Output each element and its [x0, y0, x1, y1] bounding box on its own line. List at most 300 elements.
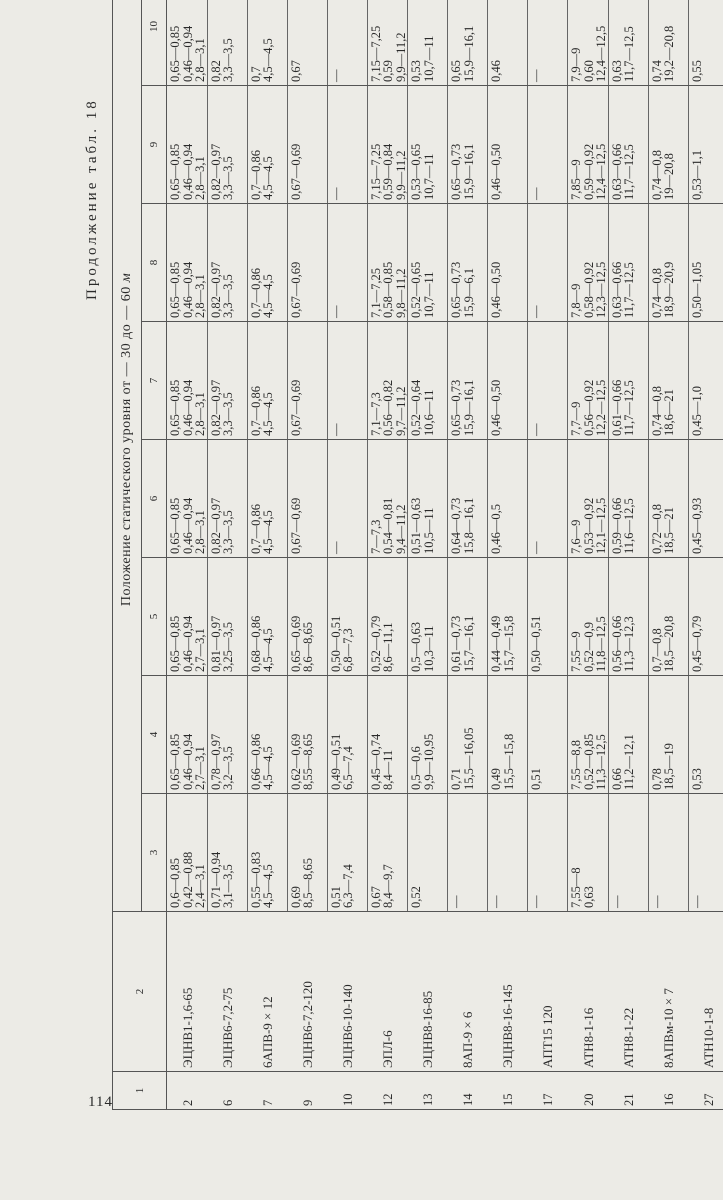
- value-cell: [648, 86, 688, 204]
- value-cell: [207, 440, 247, 558]
- cell-value-line: 12,1—12,5: [594, 497, 608, 554]
- value-cell: [247, 440, 287, 558]
- table-row: [688, 0, 723, 1110]
- value-cell: [408, 676, 448, 794]
- table-body: [167, 0, 723, 1110]
- cell-value-line: —: [489, 895, 503, 908]
- cell-value-line: 0,59—0,66: [609, 497, 624, 554]
- cell-value-line: 0,53—0,65: [409, 143, 423, 200]
- cell-value-line: 0,65—0,85: [168, 379, 182, 436]
- cell-value-line: [302, 89, 315, 200]
- cell-value-line: —: [529, 305, 543, 318]
- cell-value-line: 3,2—3,5: [221, 746, 235, 790]
- cell-value-line: 0,65—0,85: [168, 615, 182, 672]
- cell-value-line: —: [609, 895, 624, 908]
- value-cell: [688, 204, 723, 322]
- column-number-1: 1: [113, 1072, 167, 1110]
- cell-value-line: 7,9—9: [569, 47, 583, 82]
- value-cell: [568, 440, 609, 558]
- cell-value-line: 18,5—19: [662, 743, 676, 790]
- cell-value-line: 0,45—0,93: [689, 497, 704, 554]
- pump-type: 8АП-9 × 6: [448, 912, 488, 1072]
- table-row: [648, 0, 688, 1110]
- cell-value-line: 0,7—0,86: [248, 150, 263, 200]
- row-number: 6: [207, 1072, 247, 1110]
- row-number: 13: [408, 1072, 448, 1110]
- cell-value-line: 8,6—8,65: [301, 622, 315, 672]
- cell-value-line: —: [689, 895, 704, 908]
- value-cell: [648, 0, 688, 86]
- cell-value-line: 8,4—9,7: [381, 864, 395, 908]
- value-cell: [448, 440, 488, 558]
- cell-value-line: 15,5—15,8: [501, 733, 516, 790]
- column-number-2: 2: [113, 912, 167, 1072]
- table-row: [167, 0, 208, 1110]
- cell-value-line: 0,63—0,66: [609, 261, 624, 318]
- table-row: [207, 0, 247, 1110]
- value-cell: [568, 0, 609, 86]
- pump-type: ЭПЛ-6: [367, 912, 408, 1072]
- cell-value-line: 0,5—0,6: [409, 746, 423, 790]
- cell-value-line: 4,5—4,5: [261, 38, 275, 82]
- cell-value-line: 0,52—0,65: [409, 261, 423, 318]
- value-cell: [167, 558, 208, 676]
- cell-value-line: [302, 207, 315, 318]
- cell-value-line: 0,60: [581, 60, 596, 82]
- table-row: [568, 0, 609, 1110]
- cell-value-line: 0,65—0,69: [288, 615, 303, 672]
- row-number: 21: [608, 1072, 648, 1110]
- value-cell: [528, 794, 568, 912]
- cell-value-line: 0,63: [581, 886, 596, 908]
- cell-value-line: 4,5—4,5: [261, 392, 275, 436]
- cell-value-line: 2,8—3,1: [193, 156, 207, 200]
- pump-parameters-table: [112, 0, 723, 1110]
- cell-value-line: 9,7—11,2: [393, 386, 408, 436]
- cell-value-line: 2,7—3,1: [193, 746, 207, 790]
- column-number-7: 7: [142, 322, 167, 440]
- table-row: [247, 0, 287, 1110]
- value-cell: [207, 86, 247, 204]
- value-cell: [327, 86, 367, 204]
- table-row: [528, 0, 568, 1110]
- static-level-header-unit: м: [119, 272, 134, 283]
- table-row: [367, 0, 408, 1110]
- value-cell: [488, 322, 528, 440]
- cell-value-line: 2,8—3,1: [193, 38, 207, 82]
- cell-value-line: 9,4—11,2: [393, 504, 408, 554]
- value-cell: [167, 440, 208, 558]
- cell-value-line: 0,51: [328, 886, 343, 908]
- cell-value-line: 0,66: [609, 768, 624, 790]
- row-number: 2: [167, 1072, 208, 1110]
- value-cell: [528, 86, 568, 204]
- cell-value-line: 18,5—21: [662, 507, 676, 554]
- cell-value-line: 15,9—16,1: [461, 379, 476, 436]
- cell-value-line: 8,6—11,1: [381, 622, 395, 672]
- cell-value-line: 15,9—16,1: [461, 143, 476, 200]
- cell-value-line: 0,46—0,94: [180, 261, 195, 318]
- value-cell: [528, 322, 568, 440]
- cell-value-line: [302, 443, 315, 554]
- cell-value-line: 0,55—0,83: [248, 851, 263, 908]
- cell-value-line: 7,6—9: [569, 519, 583, 554]
- cell-value-line: 4,5—4,5: [261, 510, 275, 554]
- value-cell: [488, 0, 528, 86]
- cell-value-line: 0,53: [409, 60, 423, 82]
- cell-value-line: 7,55—8,8: [569, 740, 583, 790]
- cell-value-line: 11,7—12,5: [622, 262, 636, 318]
- cell-value-line: 0,52—0,85: [581, 733, 596, 790]
- value-cell: [608, 440, 648, 558]
- table-row: [448, 0, 488, 1110]
- cell-value-line: 0,46—0,94: [180, 615, 195, 672]
- cell-value-line: 12,4—12,5: [594, 25, 608, 82]
- value-cell: [327, 322, 367, 440]
- value-cell: [688, 0, 723, 86]
- cell-value-line: 0,46—0,94: [180, 25, 195, 82]
- cell-value-line: 0,7: [248, 66, 263, 82]
- value-cell: [287, 0, 327, 86]
- row-number: 9: [287, 1072, 327, 1110]
- cell-value-line: 0,7—0,86: [248, 504, 263, 554]
- value-cell: [688, 558, 723, 676]
- value-cell: [648, 676, 688, 794]
- cell-value-line: —: [529, 69, 543, 82]
- cell-value-line: 0,50—1,05: [689, 261, 704, 318]
- value-cell: [568, 676, 609, 794]
- static-level-header-text: Положение статического уровня от — 30 до — 60: [119, 286, 134, 607]
- table-row: [327, 0, 367, 1110]
- cell-value-line: 0,50—0,51: [328, 615, 343, 672]
- value-cell: [408, 0, 448, 86]
- cell-value-line: 0,82—0,97: [208, 261, 223, 318]
- cell-value-line: 0,49: [489, 768, 503, 790]
- cell-value-line: —: [328, 305, 343, 318]
- cell-value-line: 0,65—0,85: [168, 497, 182, 554]
- cell-value-line: 0,65—0,73: [449, 261, 463, 318]
- value-cell: [608, 86, 648, 204]
- value-cell: [688, 86, 723, 204]
- column-number-10: 10: [142, 0, 167, 86]
- cell-value-line: 15,7—16,1: [461, 615, 476, 672]
- pump-type: ЭЦНВ8-16-145: [488, 912, 528, 1072]
- cell-value-line: 0,82—0,97: [208, 143, 223, 200]
- cell-value-line: —: [328, 541, 343, 554]
- cell-value-line: —: [649, 895, 664, 908]
- cell-value-line: 0,53—0,92: [581, 497, 596, 554]
- value-cell: [448, 322, 488, 440]
- cell-value-line: 4,5—4,5: [261, 274, 275, 318]
- value-cell: [448, 0, 488, 86]
- cell-value-line: 0,45—1,0: [689, 386, 704, 436]
- cell-value-line: 19—20,8: [662, 153, 676, 200]
- cell-value-line: 0,65: [449, 60, 463, 82]
- value-cell: [247, 558, 287, 676]
- value-cell: [648, 204, 688, 322]
- pump-type: ЭЦНВ6-7,2-75: [207, 912, 247, 1072]
- value-cell: [207, 322, 247, 440]
- value-cell: [167, 86, 208, 204]
- value-cell: [688, 322, 723, 440]
- cell-value-line: 3,3—3,5: [221, 156, 235, 200]
- cell-value-line: 11,2—12,1: [622, 734, 636, 790]
- value-cell: [287, 558, 327, 676]
- cell-value-line: 0,74: [649, 60, 664, 82]
- value-cell: [367, 204, 408, 322]
- pump-type: ЭЦНВ1-1,6-65: [167, 912, 208, 1072]
- value-cell: [568, 86, 609, 204]
- cell-value-line: 0,46: [489, 60, 503, 82]
- cell-value-line: —: [529, 895, 543, 908]
- cell-value-line: 0,65—0,85: [168, 733, 182, 790]
- cell-value-line: 11,6—12,5: [622, 498, 636, 554]
- value-cell: [648, 440, 688, 558]
- pump-type: ЭЦНВ8-16-85: [408, 912, 448, 1072]
- value-cell: [327, 558, 367, 676]
- value-cell: [568, 322, 609, 440]
- value-cell: [568, 794, 609, 912]
- cell-value-line: 7,15—7,25: [368, 25, 383, 82]
- cell-value-line: 0,56—0,66: [609, 615, 624, 672]
- value-cell: [327, 794, 367, 912]
- value-cell: [287, 794, 327, 912]
- pump-type: АТН8-1-22: [608, 912, 648, 1072]
- cell-value-line: 0,71—0,94: [208, 851, 223, 908]
- cell-value-line: 0,46—0,94: [180, 379, 195, 436]
- cell-value-line: 9,9—11,2: [393, 150, 408, 200]
- value-cell: [327, 204, 367, 322]
- cell-value-line: 0,51: [529, 768, 543, 790]
- value-cell: [528, 676, 568, 794]
- cell-value-line: 0,59—0,84: [381, 143, 395, 200]
- cell-value-line: 15,7—15,8: [501, 615, 516, 672]
- cell-value-line: 0,55: [689, 60, 704, 82]
- pump-type: АТН10-1-8: [688, 912, 723, 1072]
- pump-type: АПТ15 120: [528, 912, 568, 1072]
- cell-value-line: 9,9—11,2: [393, 32, 408, 82]
- cell-value-line: 0,7—0,8: [649, 628, 664, 672]
- cell-value-line: 15,9—6,1: [461, 268, 476, 318]
- cell-value-line: 0,50—0,51: [529, 615, 543, 672]
- cell-value-line: 2,8—3,1: [193, 392, 207, 436]
- cell-value-line: 11,7—12,5: [622, 380, 636, 436]
- cell-value-line: 0,63: [609, 60, 624, 82]
- cell-value-line: 9,9—10,95: [421, 733, 436, 790]
- value-cell: [608, 794, 648, 912]
- value-cell: [648, 558, 688, 676]
- pump-type: 6АПВ-9 × 12: [247, 912, 287, 1072]
- cell-value-line: —: [529, 187, 543, 200]
- cell-value-line: 0,58—0,85: [381, 261, 395, 318]
- value-cell: [367, 558, 408, 676]
- value-cell: [327, 676, 367, 794]
- cell-value-line: —: [328, 187, 343, 200]
- column-number-8: 8: [142, 204, 167, 322]
- value-cell: [448, 794, 488, 912]
- value-cell: [408, 322, 448, 440]
- value-cell: [488, 794, 528, 912]
- row-number: 14: [448, 1072, 488, 1110]
- cell-value-line: 0,53: [689, 768, 704, 790]
- value-cell: [528, 0, 568, 86]
- cell-value-line: 0,52—0,9: [581, 622, 596, 672]
- value-cell: [408, 86, 448, 204]
- cell-value-line: 0,69: [288, 886, 303, 908]
- cell-value-line: 12,2—12,5: [594, 379, 608, 436]
- row-number: 17: [528, 1072, 568, 1110]
- cell-value-line: 0,82—0,97: [208, 379, 223, 436]
- cell-value-line: 0,82: [208, 60, 223, 82]
- value-cell: [247, 204, 287, 322]
- table-row: [408, 0, 448, 1110]
- cell-value-line: 0,67: [368, 886, 383, 908]
- cell-value-line: 10,7—11: [421, 35, 436, 82]
- value-cell: [367, 676, 408, 794]
- cell-value-line: 11,8—12,5: [594, 616, 608, 672]
- value-cell: [488, 204, 528, 322]
- value-cell: [247, 794, 287, 912]
- cell-value-line: 7,55—9: [569, 631, 583, 672]
- cell-value-line: 8,55—8,65: [301, 733, 315, 790]
- value-cell: [287, 676, 327, 794]
- cell-value-line: 0,5—0,63: [409, 622, 423, 672]
- value-cell: [167, 204, 208, 322]
- cell-value-line: 0,42—0,88: [180, 851, 195, 908]
- cell-value-line: 7,8—9: [569, 283, 583, 318]
- cell-value-line: 2,4—3,1: [193, 864, 207, 908]
- page-number: 114: [88, 1094, 113, 1110]
- row-number: 10: [327, 1072, 367, 1110]
- value-cell: [488, 86, 528, 204]
- cell-value-line: [302, 325, 315, 436]
- value-cell: [287, 322, 327, 440]
- cell-value-line: —: [529, 541, 543, 554]
- value-cell: [448, 204, 488, 322]
- pump-type: АТН8-1-16: [568, 912, 609, 1072]
- cell-value-line: 0,61—0,66: [609, 379, 624, 436]
- value-cell: [167, 322, 208, 440]
- value-cell: [608, 676, 648, 794]
- value-cell: [488, 440, 528, 558]
- cell-value-line: 0,74—0,8: [649, 268, 664, 318]
- table-row: [488, 0, 528, 1110]
- row-number: 7: [247, 1072, 287, 1110]
- cell-value-line: 8,4—11: [381, 749, 395, 790]
- cell-value-line: 0,67—0,69: [288, 143, 303, 200]
- cell-value-line: —: [328, 423, 343, 436]
- column-number-5: 5: [142, 558, 167, 676]
- pump-type: ЭЦНВ6-10-140: [327, 912, 367, 1072]
- cell-value-line: 0,56—0,82: [381, 379, 395, 436]
- cell-value-line: 0,66—0,86: [248, 733, 263, 790]
- value-cell: [247, 322, 287, 440]
- cell-value-line: 10,7—11: [421, 153, 436, 200]
- cell-value-line: 0,46—0,94: [180, 733, 195, 790]
- cell-value-line: 0,65—0,85: [168, 143, 182, 200]
- value-cell: [528, 204, 568, 322]
- value-cell: [528, 558, 568, 676]
- cell-value-line: 10,5—11: [421, 507, 436, 554]
- cell-value-line: 0,7—0,86: [248, 268, 263, 318]
- value-cell: [247, 0, 287, 86]
- value-cell: [488, 676, 528, 794]
- value-cell: [207, 676, 247, 794]
- cell-value-line: 2,8—3,1: [193, 510, 207, 554]
- cell-value-line: 0,58—0,92: [581, 261, 596, 318]
- cell-value-line: 0,52—0,79: [368, 615, 383, 672]
- row-number: 16: [648, 1072, 688, 1110]
- value-cell: [408, 440, 448, 558]
- value-cell: [367, 794, 408, 912]
- cell-value-line: 0,54—0,81: [381, 497, 395, 554]
- static-level-header: [113, 0, 142, 912]
- value-cell: [608, 558, 648, 676]
- cell-value-line: 0,53—1,1: [689, 150, 704, 200]
- cell-value-line: 3,3—3,5: [221, 392, 235, 436]
- value-cell: [287, 204, 327, 322]
- row-number: 12: [367, 1072, 408, 1110]
- cell-value-line: 2,7—3,1: [193, 628, 207, 672]
- value-cell: [688, 676, 723, 794]
- pump-type: 8АПВм-10 × 7: [648, 912, 688, 1072]
- value-cell: [167, 0, 208, 86]
- cell-value-line: 11,7—12,5: [622, 26, 636, 82]
- cell-value-line: 0,59: [381, 60, 395, 82]
- pump-type: ЭЦНВ6-7,2-120: [287, 912, 327, 1072]
- value-cell: [367, 0, 408, 86]
- value-cell: [327, 440, 367, 558]
- cell-value-line: 12,3—12,5: [594, 261, 608, 318]
- value-cell: [327, 0, 367, 86]
- value-cell: [608, 322, 648, 440]
- cell-value-line: 0,82—0,97: [208, 497, 223, 554]
- cell-value-line: 0,6—0,85: [168, 858, 182, 908]
- value-cell: [608, 204, 648, 322]
- value-cell: [167, 676, 208, 794]
- value-cell: [488, 558, 528, 676]
- cell-value-line: 15,9—16,1: [461, 25, 476, 82]
- cell-value-line: 0,74—0,8: [649, 150, 664, 200]
- value-cell: [408, 204, 448, 322]
- cell-value-line: 2,8—3,1: [193, 274, 207, 318]
- cell-value-line: 0,74—0,8: [649, 386, 664, 436]
- cell-value-line: 18,6—21: [662, 389, 676, 436]
- value-cell: [648, 794, 688, 912]
- cell-value-line: 4,5—4,5: [261, 628, 275, 672]
- value-cell: [448, 558, 488, 676]
- cell-value-line: 0,56—0,92: [581, 379, 596, 436]
- cell-value-line: 9,8—11,2: [393, 268, 408, 318]
- cell-value-line: 18,9—20,9: [662, 261, 676, 318]
- value-cell: [688, 440, 723, 558]
- cell-value-line: 7,1—7,3: [368, 392, 383, 436]
- value-cell: [247, 676, 287, 794]
- cell-value-line: —: [449, 895, 463, 908]
- cell-value-line: 11,3—12,5: [594, 734, 608, 790]
- value-cell: [287, 440, 327, 558]
- cell-value-line: 3,3—3,5: [221, 510, 235, 554]
- value-cell: [608, 0, 648, 86]
- cell-value-line: 0,61—0,73: [449, 615, 463, 672]
- cell-value-line: 7,15—7,25: [368, 143, 383, 200]
- cell-value-line: 18,5—20,8: [662, 615, 676, 672]
- cell-value-line: 0,52: [409, 886, 423, 908]
- cell-value-line: 7,7—9: [569, 401, 583, 436]
- row-number: 20: [568, 1072, 609, 1110]
- cell-value-line: 0,44—0,49: [489, 615, 503, 672]
- cell-value-line: 8,5—8,65: [301, 858, 315, 908]
